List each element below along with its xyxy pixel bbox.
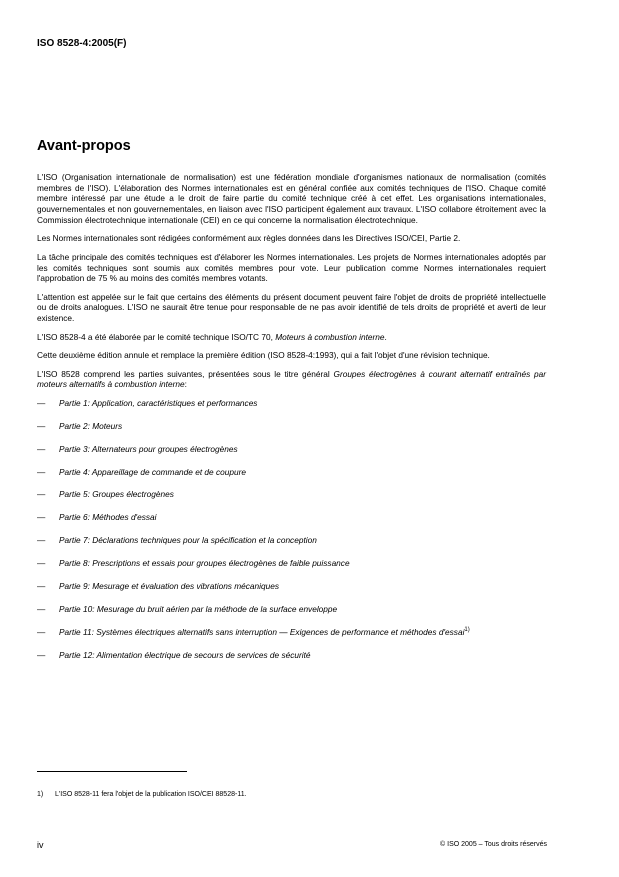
- edition-paragraph: Cette deuxième édition annule et remplace la première édition (ISO 8528-4:1993), qui a fait l'objet d'une révision technique.: [37, 350, 490, 361]
- list-item: — Partie 2: Moteurs: [37, 420, 123, 431]
- list-item: — Partie 5: Groupes électrogènes: [37, 489, 174, 500]
- list-item: — Partie 1: Application, caractéristiques et performances: [37, 397, 258, 408]
- list-item: — Partie 10: Mesurage du bruit aérien par la méthode de la surface enveloppe: [37, 603, 338, 614]
- footnote-divider: [37, 771, 187, 772]
- list-item: — Partie 11: Systèmes électriques alternatifs sans interruption — Exigences de performance et méthodes d'essai$^{1)}$: [37, 626, 470, 637]
- page-title: Avant-propos: [37, 138, 131, 154]
- list-item: — Partie 8: Prescriptions et essais pour groupes électrogènes de faible puissance: [37, 558, 350, 569]
- document-id: ISO 8528-4:2005(F): [37, 38, 127, 49]
- general-title: Groupes électrogènes à courant alternatif entraînés par moteurs alternatifs à combustion interne: [37, 368, 546, 390]
- foreword-body: [37, 172, 546, 673]
- footnote: 1) L'ISO 8528-11 fera l'objet de la publication ISO/CEI 88528-11.: [37, 791, 247, 798]
- tc-paragraph: L'ISO 8528-4 a été élaborée par le comité technique ISO/TC 70, Moteurs à combustion interne.: [37, 331, 387, 342]
- parts-intro: L'ISO 8528 comprend les parties suivantes, présentées sous le titre général Groupes électrogènes à courant alternatif entraînés par moteurs alternatifs à combustion interne:: [37, 368, 546, 390]
- paragraph: L'attention est appelée sur le fait que certains des éléments du présent document peuvent faire l'objet de droits de propriété intellectuelle ou de droits analogues. L'ISO ne saurait être tenue pour responsable de ne pas avoir identifié de tels droits de propriété et averti de leur existence.: [37, 291, 546, 324]
- list-item: — Partie 9: Mesurage et évaluation des vibrations mécaniques: [37, 580, 279, 591]
- copyright-notice: © ISO 2005 – Tous droits réservés: [440, 841, 547, 848]
- paragraph: Les Normes internationales sont rédigées conformément aux règles données dans les Directives ISO/CEI, Partie 2.: [37, 233, 461, 244]
- list-item: — Partie 4: Appareillage de commande et de coupure: [37, 466, 246, 477]
- list-item: — Partie 7: Déclarations techniques pour la spécification et la conception: [37, 535, 317, 546]
- paragraph: L'ISO (Organisation internationale de normalisation) est une fédération mondiale d'organismes nationaux de normalisation (comités membres de l'ISO). L'élaboration des Normes internationales est en général confiée aux comités techniques de l'ISO. Chaque comité membre intéressé par une étude a le droit de faire partie du comité technique créé à cet effet. Les organisations internationales, gouvernementales et non gouvernementales, en liaison avec l'ISO participent également aux travaux. L'ISO collabore étroitement avec la Commission électrotechnique internationale (CEI) en ce qui concerne la normalisation électrotechnique.: [37, 172, 546, 225]
- list-item: — Partie 12: Alimentation électrique de secours de services de sécurité: [37, 649, 311, 660]
- footnote-ref: 1): [464, 626, 470, 633]
- list-item: — Partie 3: Alternateurs pour groupes électrogènes: [37, 443, 238, 454]
- parts-list: [37, 398, 546, 661]
- page-number: iv: [37, 840, 44, 850]
- list-item: — Partie 6: Méthodes d'essai: [37, 512, 157, 523]
- paragraph: La tâche principale des comités techniques est d'élaborer les Normes internationales. Les projets de Normes internationales adoptés par les comités techniques sont soumis aux comités membres pour vote. Leur publication comme Normes internationales requiert l'approbation de 75 % au moins des comités membres votants.: [37, 251, 546, 284]
- committee-name: Moteurs à combustion interne: [275, 331, 385, 342]
